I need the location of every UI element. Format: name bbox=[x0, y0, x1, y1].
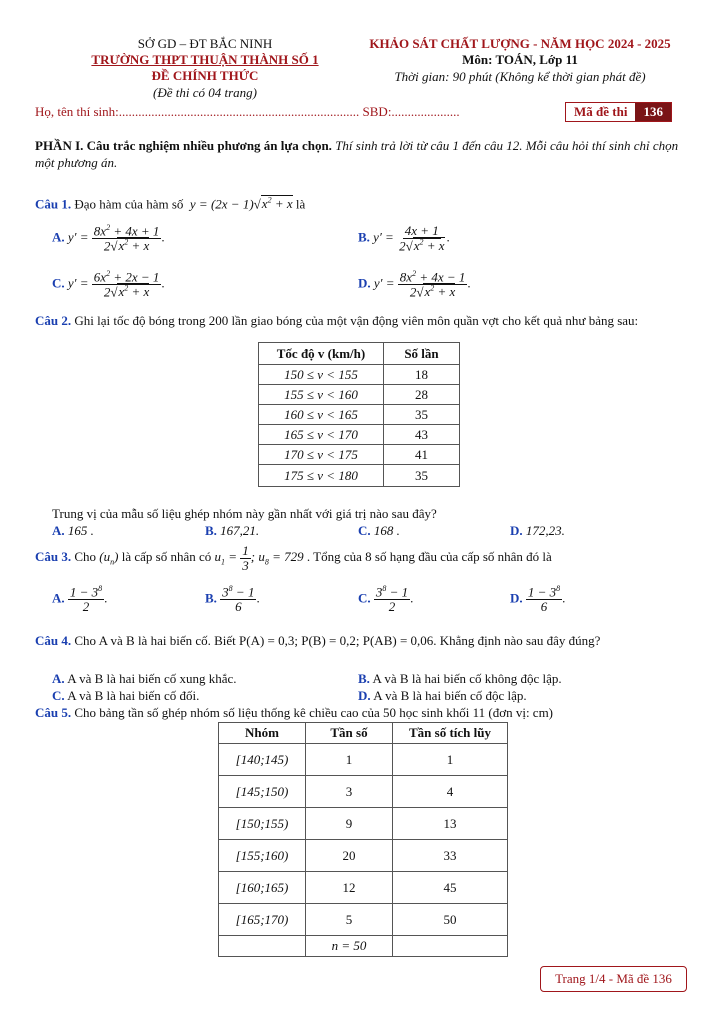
q2-text: Ghi lại tốc độ bóng trong 200 lần giao bóng của một vận động viên môn quần vợt cho kết quả như bảng sau: bbox=[74, 313, 639, 328]
q2-stem bbox=[35, 312, 690, 329]
q4-text: Cho A và B là hai biến cố. Biết P(A) = 0,3; P(B) = 0,2; P(AB) = 0,06. Khẳng định nào sau đây đúng? bbox=[74, 633, 601, 648]
q5-cell: 3 bbox=[306, 776, 393, 808]
q2-option-c-label: C. bbox=[358, 523, 371, 538]
q1-option-d[interactable]: D. y′ = $\frac{8x^2 + 4x - 1}{2√x^2 + x}$ . bbox=[358, 269, 471, 300]
q4-option-b-value: A và B là hai biến cố không độc lập. bbox=[372, 671, 562, 686]
table-row bbox=[259, 365, 460, 385]
q2-cell: 175 ≤ v < 180 bbox=[259, 465, 384, 487]
q3-text-b: là cấp số nhân có bbox=[121, 549, 212, 565]
q3-option-d[interactable]: D. $\frac{1 - 3^8}{6}$ . bbox=[510, 584, 566, 614]
q3-option-d-label: D. bbox=[510, 590, 523, 606]
table-row bbox=[219, 776, 508, 808]
q4-option-b[interactable] bbox=[358, 671, 562, 687]
table-row bbox=[259, 445, 460, 465]
q4-option-c-value: A và B là hai biến cố đối. bbox=[67, 688, 200, 703]
q4-option-b-label: B. bbox=[358, 671, 370, 686]
q4-option-d-label: D. bbox=[358, 688, 371, 703]
table-row bbox=[219, 936, 508, 957]
q1-tail: là bbox=[295, 196, 306, 212]
q1-stem bbox=[35, 196, 305, 212]
q5-cell: 4 bbox=[393, 776, 508, 808]
q2-cell: 150 ≤ v < 155 bbox=[259, 365, 384, 385]
q3-stem: Câu 3. Cho $(u_n)$ là cấp số nhân có $u_1$ = $\frac{1}{3}$ ; $u_8 = 729$ . Tổng của 8 số hạng đầu của cấp số nhân đó là bbox=[35, 543, 552, 573]
q2-option-d-value: 172,23. bbox=[525, 523, 565, 538]
q5-cell: 33 bbox=[393, 840, 508, 872]
q2-option-c[interactable] bbox=[358, 523, 400, 539]
exam-time: Thời gian: 90 phút (Không kể thời gian phát đề) bbox=[394, 69, 646, 84]
q2-cell: 160 ≤ v < 165 bbox=[259, 405, 384, 425]
q5-cell: 5 bbox=[306, 904, 393, 936]
q2-label: Câu 2. bbox=[35, 313, 72, 328]
exam-code-box bbox=[565, 102, 672, 122]
q5-total: n = 50 bbox=[306, 936, 393, 957]
q5-cell: 9 bbox=[306, 808, 393, 840]
q5-label: Câu 5. bbox=[35, 705, 72, 720]
table-row bbox=[219, 904, 508, 936]
q5-header-cumulative: Tần số tích lũy bbox=[393, 723, 508, 744]
q5-cell bbox=[219, 936, 306, 957]
part1-title: PHẦN I. Câu trắc nghiệm nhiều phương án lựa chọn. bbox=[35, 138, 332, 153]
q4-option-d[interactable] bbox=[358, 688, 527, 704]
exam-code-value: 136 bbox=[635, 103, 671, 121]
q5-cell: 12 bbox=[306, 872, 393, 904]
table-row bbox=[219, 808, 508, 840]
q2-cell: 170 ≤ v < 175 bbox=[259, 445, 384, 465]
q1-label: Câu 1. bbox=[35, 196, 72, 212]
q2-option-b[interactable] bbox=[205, 523, 259, 539]
part1-instruction: Thí sinh trả lời từ câu 1 đến câu 12. Mỗi câu hỏi thí sinh chỉ chọn một phương án. bbox=[35, 138, 679, 170]
q2-cell: 41 bbox=[384, 445, 460, 465]
table-row bbox=[219, 840, 508, 872]
q4-option-c-label: C. bbox=[52, 688, 65, 703]
q2-option-a-value: 165 . bbox=[67, 523, 94, 538]
q2-header-speed: Tốc độ v (km/h) bbox=[259, 343, 384, 365]
q5-cell: [140;145) bbox=[219, 744, 306, 776]
q3-option-a[interactable]: A. $\frac{1 - 3^8}{2}$ . bbox=[52, 584, 108, 614]
table-row bbox=[259, 405, 460, 425]
q2-option-a-label: A. bbox=[52, 523, 65, 538]
q5-cell: [160;165) bbox=[219, 872, 306, 904]
q5-cell: [155;160) bbox=[219, 840, 306, 872]
q5-header-group: Nhóm bbox=[219, 723, 306, 744]
q5-cell: 20 bbox=[306, 840, 393, 872]
table-row bbox=[219, 872, 508, 904]
q2-option-b-value: 167,21. bbox=[220, 523, 260, 538]
exam-code-label: Mã đề thi bbox=[574, 104, 628, 119]
q5-cell: 13 bbox=[393, 808, 508, 840]
q5-cell: [165;170) bbox=[219, 904, 306, 936]
q4-stem bbox=[35, 630, 690, 652]
exam-title: KHẢO SÁT CHẤT LƯỢNG - NĂM HỌC 2024 - 2025 bbox=[369, 36, 671, 51]
q4-option-a[interactable] bbox=[52, 671, 237, 687]
table-row bbox=[219, 744, 508, 776]
q2-option-d-label: D. bbox=[510, 523, 523, 538]
table-row bbox=[259, 425, 460, 445]
q1-option-b-label: B. bbox=[358, 229, 370, 245]
q4-option-c[interactable] bbox=[52, 688, 199, 704]
candidate-name-line: Họ, tên thí sinh:.......................................................................... SBD:..................... bbox=[35, 104, 460, 119]
q4-option-d-value: A và B là hai biến cố độc lập. bbox=[373, 688, 527, 703]
q4-option-a-value: A và B là hai biến cố xung khắc. bbox=[67, 671, 237, 686]
q5-cell: [145;150) bbox=[219, 776, 306, 808]
q3-text-a: Cho bbox=[74, 549, 97, 565]
q2-option-b-label: B. bbox=[205, 523, 217, 538]
q2-cell: 35 bbox=[384, 405, 460, 425]
q2-question: Trung vị của mẫu số liệu ghép nhóm này gần nhất với giá trị nào sau đây? bbox=[52, 506, 437, 521]
q5-cell bbox=[393, 936, 508, 957]
q1-option-d-label: D. bbox=[358, 275, 371, 291]
part1-heading bbox=[35, 137, 690, 171]
q5-cell: [150;155) bbox=[219, 808, 306, 840]
school-name: TRƯỜNG THPT THUẬN THÀNH SỐ 1 bbox=[91, 52, 319, 67]
q3-option-a-label: A. bbox=[52, 590, 65, 606]
q3-option-c-label: C. bbox=[358, 590, 371, 606]
q4-option-a-label: A. bbox=[52, 671, 65, 686]
q1-function: $y = (2x - 1)√x^2 + x$ bbox=[186, 196, 293, 212]
q5-table bbox=[218, 722, 508, 957]
q5-text: Cho bảng tần số ghép nhóm số liệu thống kê chiều cao của 50 học sinh khối 11 (đơn vị: cm) bbox=[74, 705, 554, 720]
official-label: ĐỀ CHÍNH THỨC bbox=[151, 68, 259, 83]
table-row bbox=[259, 385, 460, 405]
q5-cell: 50 bbox=[393, 904, 508, 936]
q5-header-frequency: Tần số bbox=[306, 723, 393, 744]
q2-cell: 155 ≤ v < 160 bbox=[259, 385, 384, 405]
q1-option-c[interactable]: C. y′ = $\frac{6x^2 + 2x - 1}{2√x^2 + x}$ . bbox=[52, 269, 165, 300]
q2-cell: 35 bbox=[384, 465, 460, 487]
table-row bbox=[259, 465, 460, 487]
q2-option-c-value: 168 . bbox=[373, 523, 400, 538]
q1-option-c-label: C. bbox=[52, 275, 65, 291]
page-count: (Đề thi có 04 trang) bbox=[153, 85, 257, 100]
q1-option-b[interactable]: B. y′ = $\frac{4x + 1}{2√x^2 + x}$ . bbox=[358, 223, 450, 253]
q1-option-a-label: A. bbox=[52, 229, 65, 245]
q4-label: Câu 4. bbox=[35, 633, 72, 648]
q3-option-b[interactable]: B. $\frac{3^8 - 1}{6}$ . bbox=[205, 584, 260, 614]
q2-header-count: Số lần bbox=[384, 343, 460, 365]
dept-name: SỞ GD – ĐT BẮC NINH bbox=[137, 36, 273, 51]
q3-option-b-label: B. bbox=[205, 590, 217, 606]
q2-cell: 18 bbox=[384, 365, 460, 385]
q2-cell: 165 ≤ v < 170 bbox=[259, 425, 384, 445]
q5-cell: 1 bbox=[306, 744, 393, 776]
q2-table bbox=[258, 342, 460, 487]
page-footer: Trang 1/4 - Mã đề 136 bbox=[540, 966, 687, 992]
q1-option-a[interactable]: A. y′ = $\frac{8x^2 + 4x + 1}{2√x^2 + x}$ . bbox=[52, 223, 165, 254]
q3-option-c[interactable]: C. $\frac{3^8 - 1}{2}$ . bbox=[358, 584, 414, 614]
q5-stem bbox=[35, 705, 553, 721]
q5-cell: 1 bbox=[393, 744, 508, 776]
q2-cell: 43 bbox=[384, 425, 460, 445]
q3-label: Câu 3. bbox=[35, 549, 72, 565]
q2-cell: 28 bbox=[384, 385, 460, 405]
q1-text: Đạo hàm của hàm số bbox=[74, 196, 184, 212]
q3-text-c: . Tổng của 8 số hạng đầu của cấp số nhân đó là bbox=[306, 549, 552, 565]
q5-cell: 45 bbox=[393, 872, 508, 904]
q2-option-a[interactable] bbox=[52, 523, 94, 539]
q2-option-d[interactable] bbox=[510, 523, 565, 539]
subject: Môn: TOÁN, Lớp 11 bbox=[462, 52, 578, 67]
